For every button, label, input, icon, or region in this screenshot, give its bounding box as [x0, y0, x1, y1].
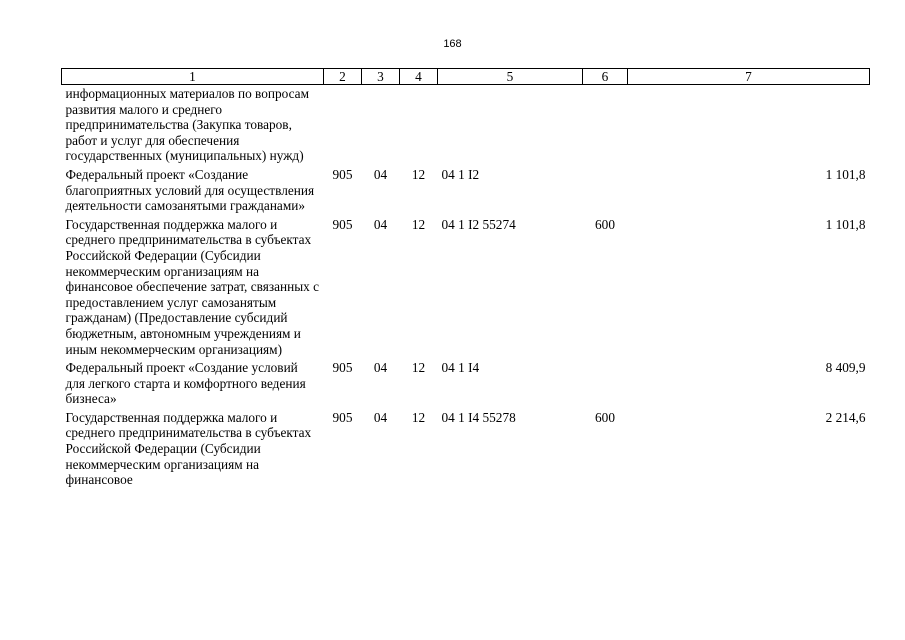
table-row — [62, 409, 870, 490]
row-target: 04 1 I2 55274 — [441, 216, 516, 232]
row-target: 04 1 I4 55278 — [441, 409, 516, 425]
table-row — [62, 85, 870, 166]
table-row — [62, 216, 870, 359]
row-target — [438, 85, 583, 166]
row-type — [583, 166, 628, 216]
row-section: 04 — [373, 166, 388, 182]
column-header: 4 — [400, 69, 438, 85]
row-section: 04 — [373, 216, 388, 232]
column-header: 7 — [628, 69, 870, 85]
column-header: 1 — [62, 69, 324, 85]
row-dept: 905 — [332, 409, 353, 425]
row-dept: 905 — [332, 166, 353, 182]
column-header: 6 — [583, 69, 628, 85]
row-type: 600 — [595, 216, 615, 232]
column-header: 2 — [324, 69, 362, 85]
budget-table — [61, 68, 870, 490]
row-amount — [628, 85, 870, 166]
row-name: Государственная поддержка малого и среднего предпринимательства в субъектах Российской Федерации (Субсидии некоммерческим организациям на финансовое обеспечение затрат, связанных с предоставлением услуг самозанятым гражданам) (Предоставление субсидий бюджетным, автономным учреждениям и иным некоммерческим организациям) — [65, 216, 320, 357]
row-subsection: 12 — [411, 360, 426, 376]
row-section: 04 — [373, 409, 388, 425]
row-dept: 905 — [332, 360, 353, 376]
row-name: информационных материалов по вопросам развития малого и среднего предпринимательства (Закупка товаров, работ и услуг для обеспечения государственных (муниципальных) нужд) — [65, 86, 309, 164]
header-row — [62, 69, 870, 85]
row-name: Федеральный проект «Создание условий для легкого старта и комфортного ведения бизнеса» — [65, 360, 306, 407]
row-type: 600 — [595, 409, 615, 425]
row-amount: 1 101,8 — [825, 216, 866, 232]
row-type — [583, 359, 628, 409]
page-number: 168 — [443, 38, 462, 50]
row-section: 04 — [373, 360, 388, 376]
row-subsection — [400, 85, 438, 166]
column-header: 3 — [362, 69, 400, 85]
row-subsection: 12 — [411, 409, 426, 425]
row-amount: 8 409,9 — [825, 360, 866, 376]
row-subsection: 12 — [411, 216, 426, 232]
row-target: 04 1 I4 — [441, 360, 480, 376]
table-row — [62, 166, 870, 216]
row-dept: 905 — [332, 216, 353, 232]
row-amount: 1 101,8 — [825, 166, 866, 182]
row-name: Федеральный проект «Создание благоприятных условий для осуществления деятельности самозанятыми гражданами» — [65, 166, 315, 214]
row-section — [362, 85, 400, 166]
row-dept — [324, 85, 362, 166]
table-row — [62, 359, 870, 409]
row-amount: 2 214,6 — [825, 409, 866, 425]
row-name: Государственная поддержка малого и среднего предпринимательства в субъектах Российской Федерации (Субсидии некоммерческим организациям на финансовое — [65, 409, 312, 488]
row-target: 04 1 I2 — [441, 166, 480, 182]
row-type — [583, 85, 628, 166]
row-subsection: 12 — [411, 166, 426, 182]
column-header: 5 — [438, 69, 583, 85]
